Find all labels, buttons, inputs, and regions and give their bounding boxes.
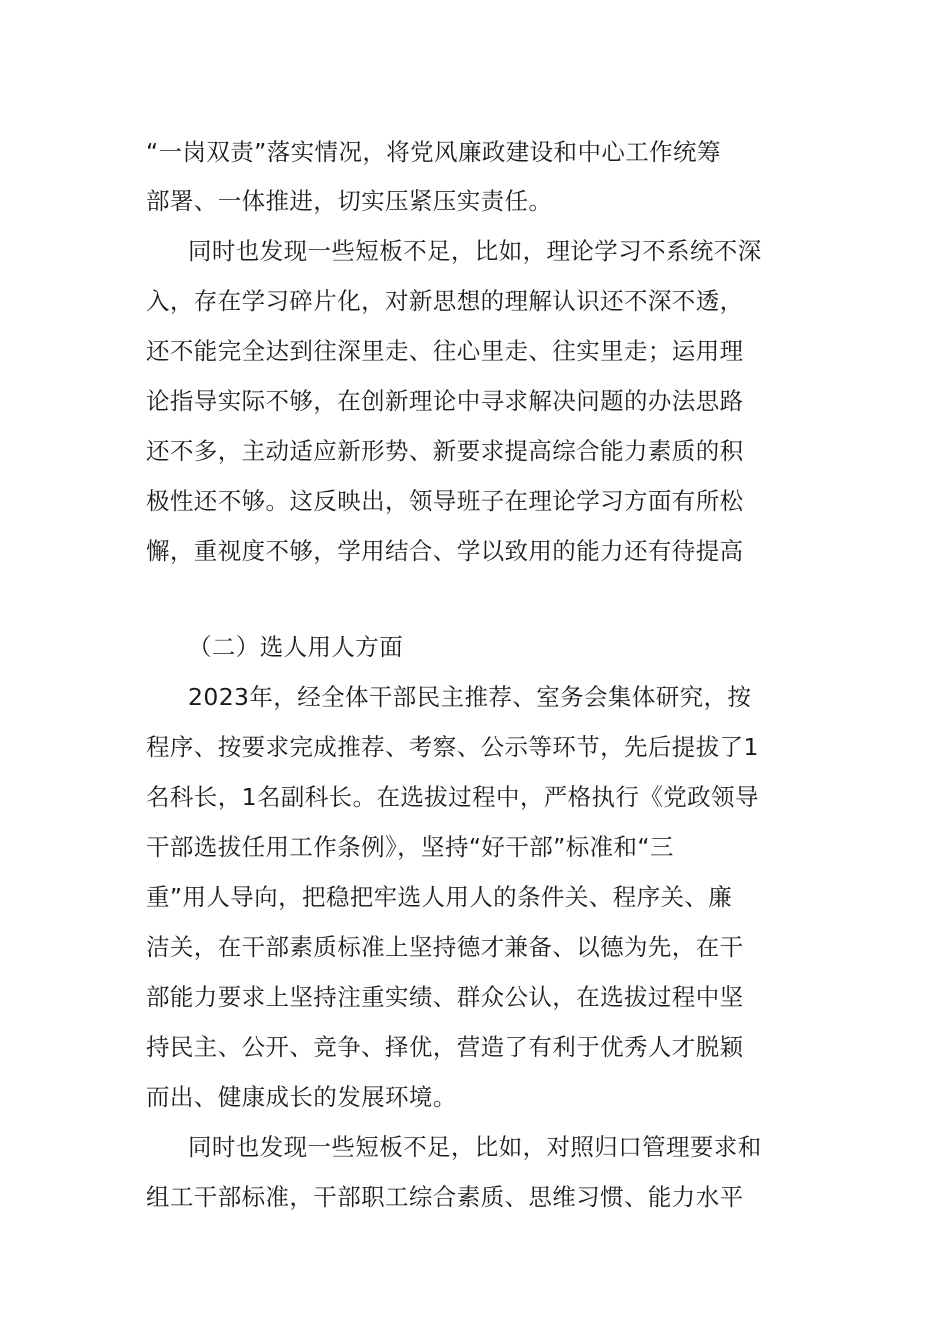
paragraph-2-line-2: 入，存在学习碎片化，对新思想的理解认识还不深不透， bbox=[146, 287, 744, 315]
paragraph-1-line-1: “一岗双责”落实情况，将党风廉政建设和中心工作统筹 bbox=[146, 138, 721, 166]
paragraph-2-line-6: 极性还不够。这反映出，领导班子在理论学习方面有所松 bbox=[146, 487, 744, 515]
paragraph-2-line-3: 还不能完全达到往深里走、往心里走、往实里走；运用理 bbox=[146, 337, 744, 365]
paragraph-2-line-5: 还不多，主动适应新形势、新要求提高综合能力素质的积 bbox=[146, 437, 744, 465]
paragraph-2-line-4: 论指导实际不够，在创新理论中寻求解决问题的办法思路 bbox=[146, 387, 744, 415]
paragraph-3-line-9: 而出、健康成长的发展环境。 bbox=[146, 1083, 457, 1111]
paragraph-3-line-6: 洁关，在干部素质标准上坚持德才兼备、以德为先，在干 bbox=[146, 933, 744, 961]
paragraph-3-line-4: 干部选拔任用工作条例》，坚持“好干部”标准和“三 bbox=[146, 833, 674, 861]
section-heading: （二）选人用人方面 bbox=[188, 633, 404, 661]
paragraph-3-line-3: 名科长，1名副科长。在选拔过程中，严格执行《党政领导 bbox=[146, 783, 759, 811]
paragraph-3-line-5: 重”用人导向，把稳把牢选人用人的条件关、程序关、廉 bbox=[146, 883, 733, 911]
paragraph-3-line-2: 程序、按要求完成推荐、考察、公示等环节，先后提拔了1 bbox=[146, 733, 759, 761]
paragraph-2-line-7: 懈，重视度不够，学用结合、学以致用的能力还有待提高 bbox=[146, 537, 744, 565]
paragraph-2-line-1: 同时也发现一些短板不足，比如，理论学习不系统不深 bbox=[188, 237, 762, 265]
paragraph-4-line-2: 组工干部标准，干部职工综合素质、思维习惯、能力水平 bbox=[146, 1183, 744, 1211]
paragraph-3-line-7: 部能力要求上坚持注重实绩、群众公认，在选拔过程中坚 bbox=[146, 983, 744, 1011]
paragraph-3-line-8: 持民主、公开、竞争、择优，营造了有利于优秀人才脱颖 bbox=[146, 1033, 744, 1061]
paragraph-3-line-1: 2023年，经全体干部民主推荐、室务会集体研究，按 bbox=[188, 683, 752, 711]
paragraph-4-line-1: 同时也发现一些短板不足，比如，对照归口管理要求和 bbox=[188, 1133, 762, 1161]
paragraph-1-line-2: 部署、一体推进，切实压紧压实责任。 bbox=[146, 187, 553, 215]
